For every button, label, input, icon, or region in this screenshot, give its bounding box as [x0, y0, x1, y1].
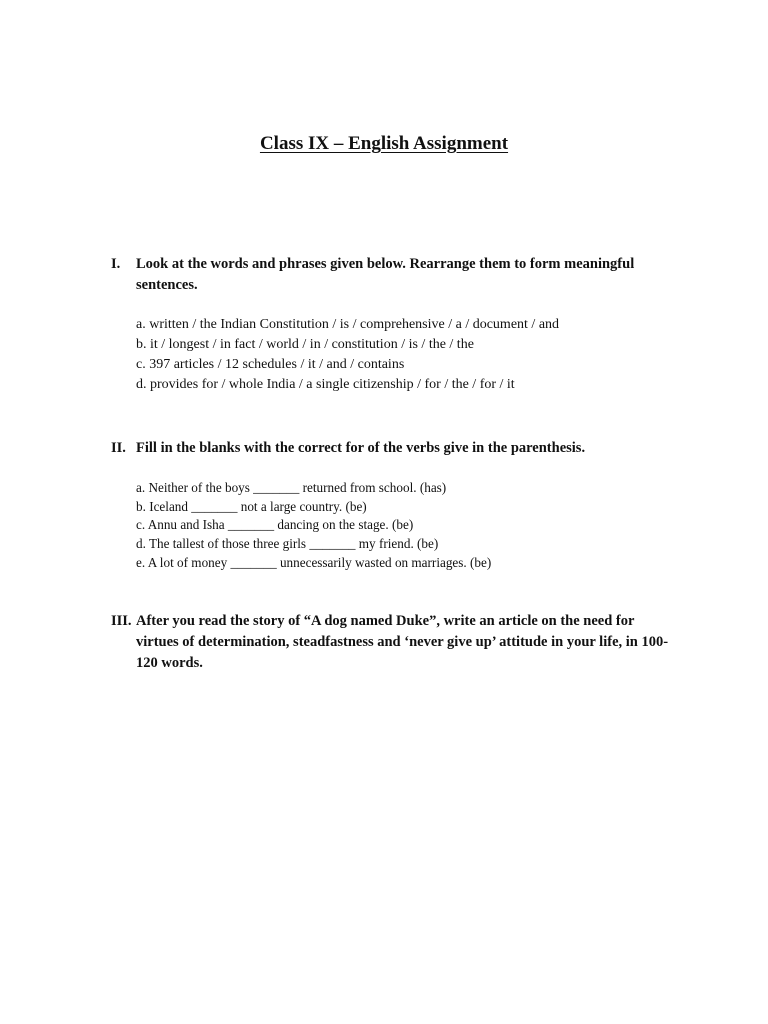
question-1-items [136, 315, 696, 395]
question-3-number: III. [111, 613, 132, 629]
list-item: a. written / the Indian Constitution / is / comprehensive / a / document / and [136, 317, 560, 332]
list-item: a. Neither of the boys _______ returned from school. (has) [136, 480, 447, 495]
list-item: d. The tallest of those three girls _______ my friend. (be) [136, 536, 439, 552]
question-1 [111, 254, 671, 296]
question-2 [111, 438, 671, 459]
list-item: b. Iceland _______ not a large country. (be) [136, 498, 367, 514]
list-item: b. it / longest / in fact / world / in / constitution / is / the / the [136, 337, 474, 352]
list-item: c. Annu and Isha _______ dancing on the stage. (be) [136, 517, 414, 533]
list-item: c. 397 articles / 12 schedules / it / and / contains [136, 357, 405, 372]
question-2-text: Fill in the blanks with the correct for of the verbs give in the parenthesis. [136, 440, 586, 456]
question-1-text: Look at the words and phrases given below. Rearrange them to form meaningful sentences. [136, 256, 635, 293]
question-2-number: II. [111, 440, 126, 456]
question-2-items [136, 479, 696, 573]
question-3 [111, 611, 671, 674]
list-item: d. provides for / whole India / a single citizenship / for / the / for / it [136, 377, 515, 392]
list-item: e. A lot of money _______ unnecessarily wasted on marriages. (be) [136, 554, 492, 570]
question-3-text: After you read the story of “A dog named Duke”, write an article on the need for virtues of determination, steadfastness and ‘never give up’ attitude in your life, in 100-120 words. [136, 613, 669, 671]
page-title-text: Class IX – English Assignment [259, 133, 509, 154]
page-title [0, 133, 768, 155]
question-1-number: I. [111, 256, 121, 272]
